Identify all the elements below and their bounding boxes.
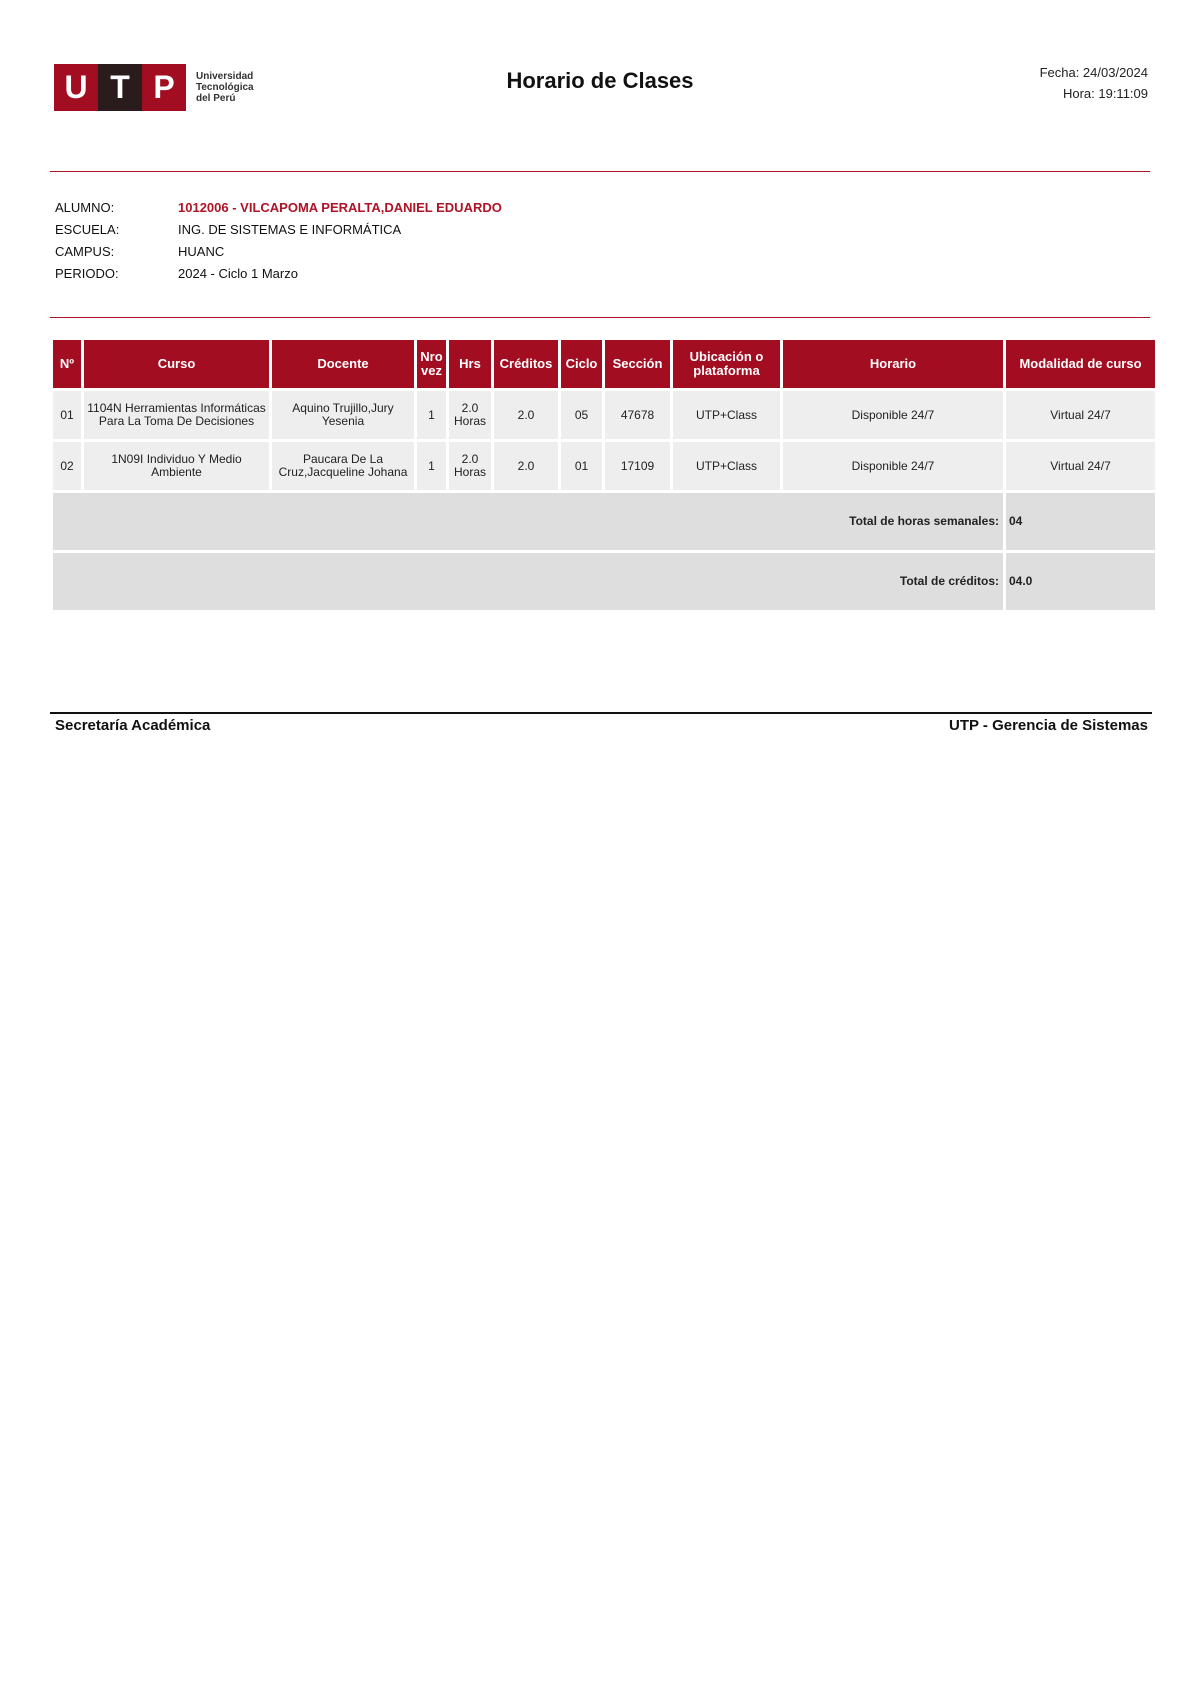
logo-line: del Perú (196, 93, 236, 104)
column-header: Modalidad de curso (1006, 340, 1155, 388)
table-cell: 2.0 Horas (449, 442, 491, 490)
total-hours-label: Total de horas semanales: (53, 493, 1003, 550)
column-header: Sección (605, 340, 670, 388)
logo-line: Tecnológica (196, 82, 254, 93)
periodo-label: PERIODO: (55, 265, 119, 281)
table-cell: 01 (561, 442, 602, 490)
campus-label: CAMPUS: (55, 243, 115, 259)
escuela-value: ING. DE SISTEMAS E INFORMÁTICA (178, 221, 402, 237)
table-cell: 1 (417, 391, 446, 439)
student-info (55, 196, 502, 284)
table-cell: 1N09I Individuo Y Medio Ambiente (84, 442, 269, 490)
alumno-label: ALUMNO: (55, 199, 115, 215)
footer-divider (50, 712, 1152, 714)
table-cell: Paucara De La Cruz,Jacqueline Johana (272, 442, 414, 490)
column-header: Créditos (494, 340, 558, 388)
column-header: Horario (783, 340, 1003, 388)
page-header (0, 0, 1200, 140)
header-divider (50, 171, 1150, 172)
table-cell: 2.0 (494, 442, 558, 490)
table-row (53, 391, 1155, 439)
total-hours-row (53, 493, 1155, 550)
logo-letter-p: P (142, 64, 186, 111)
table-row (53, 442, 1155, 490)
table-cell: 1104N Herramientas Informáticas Para La Toma De Decisiones (84, 391, 269, 439)
table-cell: Virtual 24/7 (1006, 442, 1155, 490)
total-credits-row (53, 553, 1155, 610)
escuela-label: ESCUELA: (55, 221, 120, 237)
info-row-periodo (55, 262, 502, 284)
table-cell: Disponible 24/7 (783, 391, 1003, 439)
table-cell: UTP+Class (673, 442, 780, 490)
table-cell: 02 (53, 442, 81, 490)
total-credits-value: 04.0 (1006, 553, 1155, 610)
table-cell: Disponible 24/7 (783, 442, 1003, 490)
table-cell: 47678 (605, 391, 670, 439)
footer-left-text: Secretaría Académica (55, 717, 211, 734)
total-hours-value: 04 (1006, 493, 1155, 550)
periodo-value: 2024 - Ciclo 1 Marzo (178, 265, 298, 281)
table-cell: UTP+Class (673, 391, 780, 439)
logo-letter-u: U (54, 64, 98, 111)
table-cell: 05 (561, 391, 602, 439)
table-cell: 2.0 Horas (449, 391, 491, 439)
alumno-value: 1012006 - VILCAPOMA PERALTA,DANIEL EDUARDO (178, 199, 502, 215)
column-header: Nº (53, 340, 81, 388)
table-cell: Aquino Trujillo,Jury Yesenia (272, 391, 414, 439)
column-header: Nro vez (417, 340, 446, 388)
column-header: Hrs (449, 340, 491, 388)
schedule-table (50, 337, 1158, 613)
info-row-escuela (55, 218, 502, 240)
column-header: Docente (272, 340, 414, 388)
info-divider (50, 317, 1150, 318)
table-cell: 01 (53, 391, 81, 439)
footer-right-text: UTP - Gerencia de Sistemas (949, 717, 1148, 734)
hora-text: Hora: 19:11:09 (1062, 86, 1148, 101)
table-header-row (53, 340, 1155, 388)
column-header: Ciclo (561, 340, 602, 388)
column-header: Curso (84, 340, 269, 388)
logo-line: Universidad (196, 71, 254, 82)
column-header: Ubicación o plataforma (673, 340, 780, 388)
table-cell: Virtual 24/7 (1006, 391, 1155, 439)
date-time-stamp (1040, 62, 1148, 104)
info-row-campus (55, 240, 502, 262)
fecha-text: Fecha: 24/03/2024 (1039, 65, 1148, 80)
logo-letter-t: T (98, 64, 142, 111)
table-cell: 17109 (605, 442, 670, 490)
table-cell: 2.0 (494, 391, 558, 439)
page-title: Horario de Clases (506, 68, 694, 93)
info-row-alumno (55, 196, 502, 218)
campus-value: HUANC (178, 243, 225, 259)
table-cell: 1 (417, 442, 446, 490)
total-credits-label: Total de créditos: (53, 553, 1003, 610)
